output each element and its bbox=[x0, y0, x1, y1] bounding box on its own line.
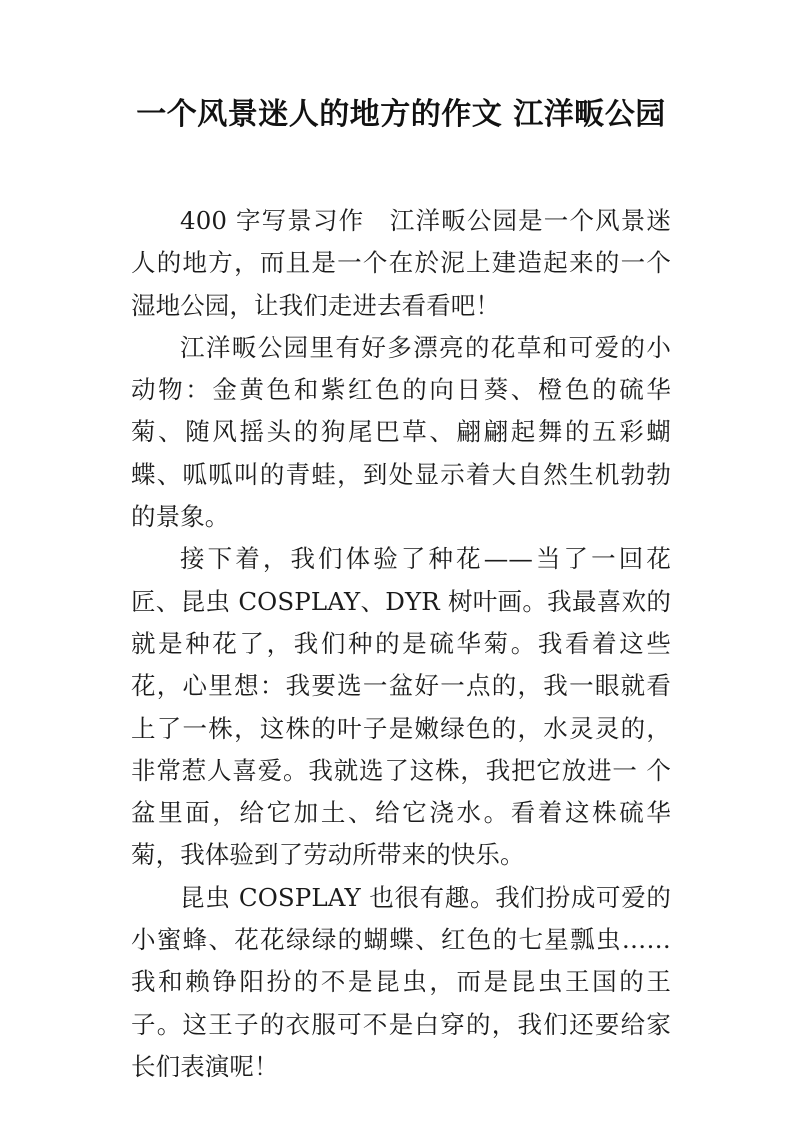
page-title: 一个风景迷人的地方的作文 江洋畈公园 bbox=[136, 97, 666, 132]
paragraph-3: 接下着，我们体验了种花——当了一回花匠、昆虫 COSPLAY、DYR 树叶画。我最喜欢的就是种花了，我们种的是硫华菊。我看着这些花，心里想：我要选一盆好一点的，我一眼就看上了一株，这株的叶子是嫩绿色的，水灵灵的，非常惹人喜爱。我就选了这株，我把它放进一 个盆里面，给它加土、给它浇水。看着这株硫华菊，我体验到了劳动所带来的快乐。 bbox=[131, 544, 671, 870]
document-body bbox=[131, 200, 671, 1088]
paragraph-2: 江洋畈公园里有好多漂亮的花草和可爱的小动物：金黄色和紫红色的向日葵、橙色的硫华菊、随风摇头的狗尾巴草、翩翩起舞的五彩蝴蝶、呱呱叫的青蛙，到处显示着大自然生机勃勃的景象。 bbox=[131, 332, 671, 532]
document-content bbox=[131, 92, 671, 1088]
paragraph-1: 400 字写景习作 江洋畈公园是一个风景迷人的地方，而且是一个在於泥上建造起来的一个湿地公园，让我们走进去看看吧！ bbox=[131, 206, 671, 320]
paragraph-4: 昆虫 COSPLAY 也很有趣。我们扮成可爱的小蜜蜂、花花绿绿的蝴蝶、红色的七星瓢虫……我和赖铮阳扮的不是昆虫，而是昆虫王国的王子。这王子的衣服可不是白穿的，我们还要给家长们表演呢！ bbox=[131, 882, 671, 1081]
